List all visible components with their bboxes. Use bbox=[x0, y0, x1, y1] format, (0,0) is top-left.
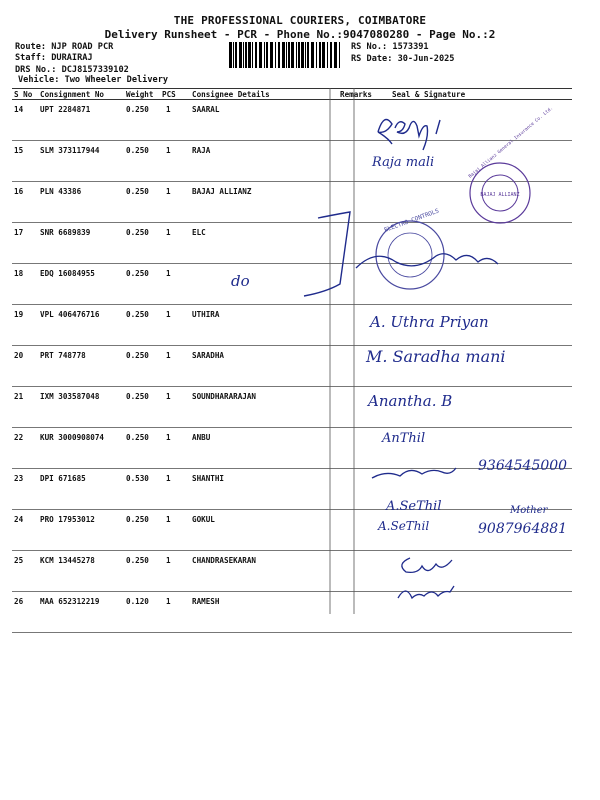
route-info: Route: NJP ROAD PCR bbox=[15, 42, 114, 52]
signature-r24-name: A.SeThil bbox=[386, 499, 442, 514]
barcode-bar bbox=[266, 42, 268, 68]
svg-text:Bajaj Allianz General Insuranc: Bajaj Allianz General Insurance Co. Ltd. bbox=[468, 106, 555, 180]
row-consignment-no: UPT 2284871 bbox=[38, 100, 124, 141]
barcode-bar bbox=[298, 42, 300, 68]
row-weight: 0.250 bbox=[124, 387, 160, 428]
row-remarks bbox=[338, 551, 380, 592]
row-seal-signature bbox=[380, 305, 572, 346]
signature-r21: Anantha. B bbox=[368, 392, 453, 410]
row-sno: 16 bbox=[12, 182, 38, 223]
barcode-bar bbox=[307, 42, 309, 68]
row-sno: 23 bbox=[12, 469, 38, 510]
table-row bbox=[12, 223, 572, 264]
row-pcs: 1 bbox=[160, 387, 190, 428]
barcode-bar bbox=[282, 42, 285, 68]
table-row bbox=[12, 141, 572, 182]
row-seal-signature bbox=[380, 141, 572, 182]
row-seal-signature bbox=[380, 510, 572, 551]
company-title: THE PROFESSIONAL COURIERS, COIMBATORE bbox=[173, 14, 427, 27]
row-remarks bbox=[338, 592, 380, 633]
row-weight: 0.250 bbox=[124, 551, 160, 592]
row-consignment-no: PRT 748778 bbox=[38, 346, 124, 387]
row-consignment-no: PLN 43386 bbox=[38, 182, 124, 223]
col-pcs: PCS bbox=[160, 89, 190, 100]
row-consignment-no: VPL 406476716 bbox=[38, 305, 124, 346]
table-row bbox=[12, 469, 572, 510]
barcode-bar bbox=[319, 42, 321, 68]
row-pcs: 1 bbox=[160, 428, 190, 469]
row-pcs: 1 bbox=[160, 592, 190, 633]
row-remarks bbox=[338, 387, 380, 428]
ditto-mark: do bbox=[231, 272, 250, 290]
row-pcs: 1 bbox=[160, 510, 190, 551]
row-remarks bbox=[338, 469, 380, 510]
row-consignee bbox=[190, 264, 338, 305]
runsheet-table bbox=[12, 88, 572, 633]
svg-text:BAJAJ ALLIANZ: BAJAJ ALLIANZ bbox=[480, 192, 520, 198]
row-sno: 18 bbox=[12, 264, 38, 305]
row-consignee: ELC bbox=[190, 223, 338, 264]
row-remarks bbox=[338, 223, 380, 264]
row-consignment-no: EDQ 16084955 bbox=[38, 264, 124, 305]
row-weight: 0.120 bbox=[124, 592, 160, 633]
col-sno: S No bbox=[12, 89, 38, 100]
phone-r23: 9364545000 bbox=[478, 458, 568, 474]
row-seal-signature bbox=[380, 264, 572, 305]
row-weight: 0.250 bbox=[124, 305, 160, 346]
row-pcs: 1 bbox=[160, 346, 190, 387]
row-consignee: SAARAL bbox=[190, 100, 338, 141]
row-consignee: UTHIRA bbox=[190, 305, 338, 346]
row-consignee: CHANDRASEKARAN bbox=[190, 551, 338, 592]
barcode-bar bbox=[288, 42, 290, 68]
row-weight: 0.250 bbox=[124, 182, 160, 223]
col-consignment: Consignment No bbox=[38, 89, 124, 100]
row-weight: 0.250 bbox=[124, 346, 160, 387]
barcode-bar bbox=[233, 42, 234, 68]
barcode-bar bbox=[270, 42, 273, 68]
row-consignee: RAMESH bbox=[190, 592, 338, 633]
row-consignee: GOKUL bbox=[190, 510, 338, 551]
row-pcs: 1 bbox=[160, 469, 190, 510]
vehicle-info: Vehicle: Two Wheeler Delivery bbox=[18, 75, 169, 85]
row-pcs: 1 bbox=[160, 551, 190, 592]
row-consignment-no: KUR 3000908074 bbox=[38, 428, 124, 469]
row-remarks bbox=[338, 182, 380, 223]
row-consignment-no: IXM 303587048 bbox=[38, 387, 124, 428]
row-seal-signature bbox=[380, 428, 572, 469]
drs-number: DRS No.: DCJ8157339102 bbox=[15, 65, 129, 75]
signature-r19: A. Uthra Priyan bbox=[370, 313, 489, 331]
row-pcs: 1 bbox=[160, 264, 190, 305]
row-weight: 0.530 bbox=[124, 469, 160, 510]
table-header-row bbox=[12, 89, 572, 100]
row-pcs: 1 bbox=[160, 305, 190, 346]
barcode-bar bbox=[278, 42, 280, 68]
row-seal-signature bbox=[380, 182, 572, 223]
row-pcs: 1 bbox=[160, 223, 190, 264]
barcode-bar bbox=[229, 42, 232, 68]
row-sno: 17 bbox=[12, 223, 38, 264]
row-seal-signature bbox=[380, 387, 572, 428]
row-consignment-no: SNR 6689839 bbox=[38, 223, 124, 264]
row-sno: 14 bbox=[12, 100, 38, 141]
table-row bbox=[12, 100, 572, 141]
row-seal-signature bbox=[380, 100, 572, 141]
barcode-bar bbox=[286, 42, 287, 68]
row-weight: 0.250 bbox=[124, 223, 160, 264]
staff-info: Staff: DURAIRAJ bbox=[15, 53, 93, 63]
row-consignment-no: DPI 671685 bbox=[38, 469, 124, 510]
barcode-bar bbox=[330, 42, 332, 68]
barcode-bar bbox=[275, 42, 276, 68]
row-remarks bbox=[338, 141, 380, 182]
row-sno: 15 bbox=[12, 141, 38, 182]
row-pcs: 1 bbox=[160, 100, 190, 141]
barcode-bar bbox=[239, 42, 242, 68]
row-pcs: 1 bbox=[160, 182, 190, 223]
rs-number: RS No.: 1573391 bbox=[351, 42, 429, 52]
row-consignee: RAJA bbox=[190, 141, 338, 182]
table-row bbox=[12, 346, 572, 387]
row-sno: 20 bbox=[12, 346, 38, 387]
row-seal-signature bbox=[380, 592, 572, 633]
row-consignment-no: SLM 373117944 bbox=[38, 141, 124, 182]
svg-text:ELECTRO CONTROLS: ELECTRO CONTROLS bbox=[383, 207, 440, 234]
table-row bbox=[12, 305, 572, 346]
row-remarks bbox=[338, 305, 380, 346]
row-consignee: BAJAJ ALLIANZ bbox=[190, 182, 338, 223]
barcode-bar bbox=[248, 42, 251, 68]
barcode-bar bbox=[301, 42, 304, 68]
phone-r24: 9087964881 bbox=[478, 521, 568, 537]
barcode-bar bbox=[235, 42, 237, 68]
table-row bbox=[12, 387, 572, 428]
row-seal-signature bbox=[380, 346, 572, 387]
barcode-bar bbox=[264, 42, 265, 68]
table-row bbox=[12, 592, 572, 633]
barcode-bar bbox=[316, 42, 317, 68]
barcode-bar bbox=[311, 42, 314, 68]
table-row bbox=[12, 182, 572, 223]
row-seal-signature bbox=[380, 223, 572, 264]
row-consignment-no: KCM 13445278 bbox=[38, 551, 124, 592]
signature-r22: AnThil bbox=[382, 431, 426, 446]
barcode-bar bbox=[255, 42, 257, 68]
row-sno: 19 bbox=[12, 305, 38, 346]
col-consignee: Consignee Details bbox=[190, 89, 338, 100]
row-consignment-no: PRO 17953012 bbox=[38, 510, 124, 551]
rs-date: RS Date: 30-Jun-2025 bbox=[351, 54, 455, 64]
row-seal-signature bbox=[380, 469, 572, 510]
row-pcs: 1 bbox=[160, 141, 190, 182]
row-remarks bbox=[338, 510, 380, 551]
barcode-bar bbox=[322, 42, 325, 68]
runsheet-subtitle: Delivery Runsheet - PCR - Phone No.:9047080280 - Page No.:2 bbox=[104, 28, 496, 41]
barcode-icon bbox=[229, 42, 343, 68]
row-seal-signature bbox=[380, 551, 572, 592]
row-consignee: SHANTHI bbox=[190, 469, 338, 510]
table-row bbox=[12, 551, 572, 592]
col-remarks: Remarks bbox=[338, 89, 380, 100]
row-consignee: SOUNDHARARAJAN bbox=[190, 387, 338, 428]
barcode-bar bbox=[259, 42, 262, 68]
row-weight: 0.250 bbox=[124, 510, 160, 551]
table-row bbox=[12, 510, 572, 551]
row-consignee: ANBU bbox=[190, 428, 338, 469]
col-seal-signature: Seal & Signature bbox=[380, 89, 572, 100]
barcode-bar bbox=[245, 42, 247, 68]
barcode-bar bbox=[305, 42, 306, 68]
row-sno: 22 bbox=[12, 428, 38, 469]
signature-r24: A.SeThil bbox=[378, 519, 430, 533]
row-consignee: SARADHA bbox=[190, 346, 338, 387]
barcode-bar bbox=[243, 42, 244, 68]
row-remarks bbox=[338, 428, 380, 469]
row-weight: 0.250 bbox=[124, 428, 160, 469]
row-weight: 0.250 bbox=[124, 141, 160, 182]
mother-label: Mother bbox=[510, 505, 548, 516]
row-consignment-no: MAA 652312219 bbox=[38, 592, 124, 633]
row-remarks bbox=[338, 346, 380, 387]
row-weight: 0.250 bbox=[124, 100, 160, 141]
barcode-bar bbox=[252, 42, 253, 68]
row-weight: 0.250 bbox=[124, 264, 160, 305]
row-remarks bbox=[338, 264, 380, 305]
signature-r15: Raja mali bbox=[372, 155, 435, 170]
signature-r20: M. Saradha mani bbox=[366, 347, 506, 366]
barcode-bar bbox=[296, 42, 297, 68]
col-weight: Weight bbox=[124, 89, 160, 100]
barcode-bar bbox=[291, 42, 294, 68]
row-sno: 26 bbox=[12, 592, 38, 633]
row-remarks bbox=[338, 100, 380, 141]
barcode-bar bbox=[334, 42, 337, 68]
barcode-bar bbox=[327, 42, 328, 68]
barcode-bar bbox=[339, 42, 340, 68]
row-sno: 25 bbox=[12, 551, 38, 592]
table-row bbox=[12, 428, 572, 469]
row-sno: 21 bbox=[12, 387, 38, 428]
row-sno: 24 bbox=[12, 510, 38, 551]
table-row bbox=[12, 264, 572, 305]
